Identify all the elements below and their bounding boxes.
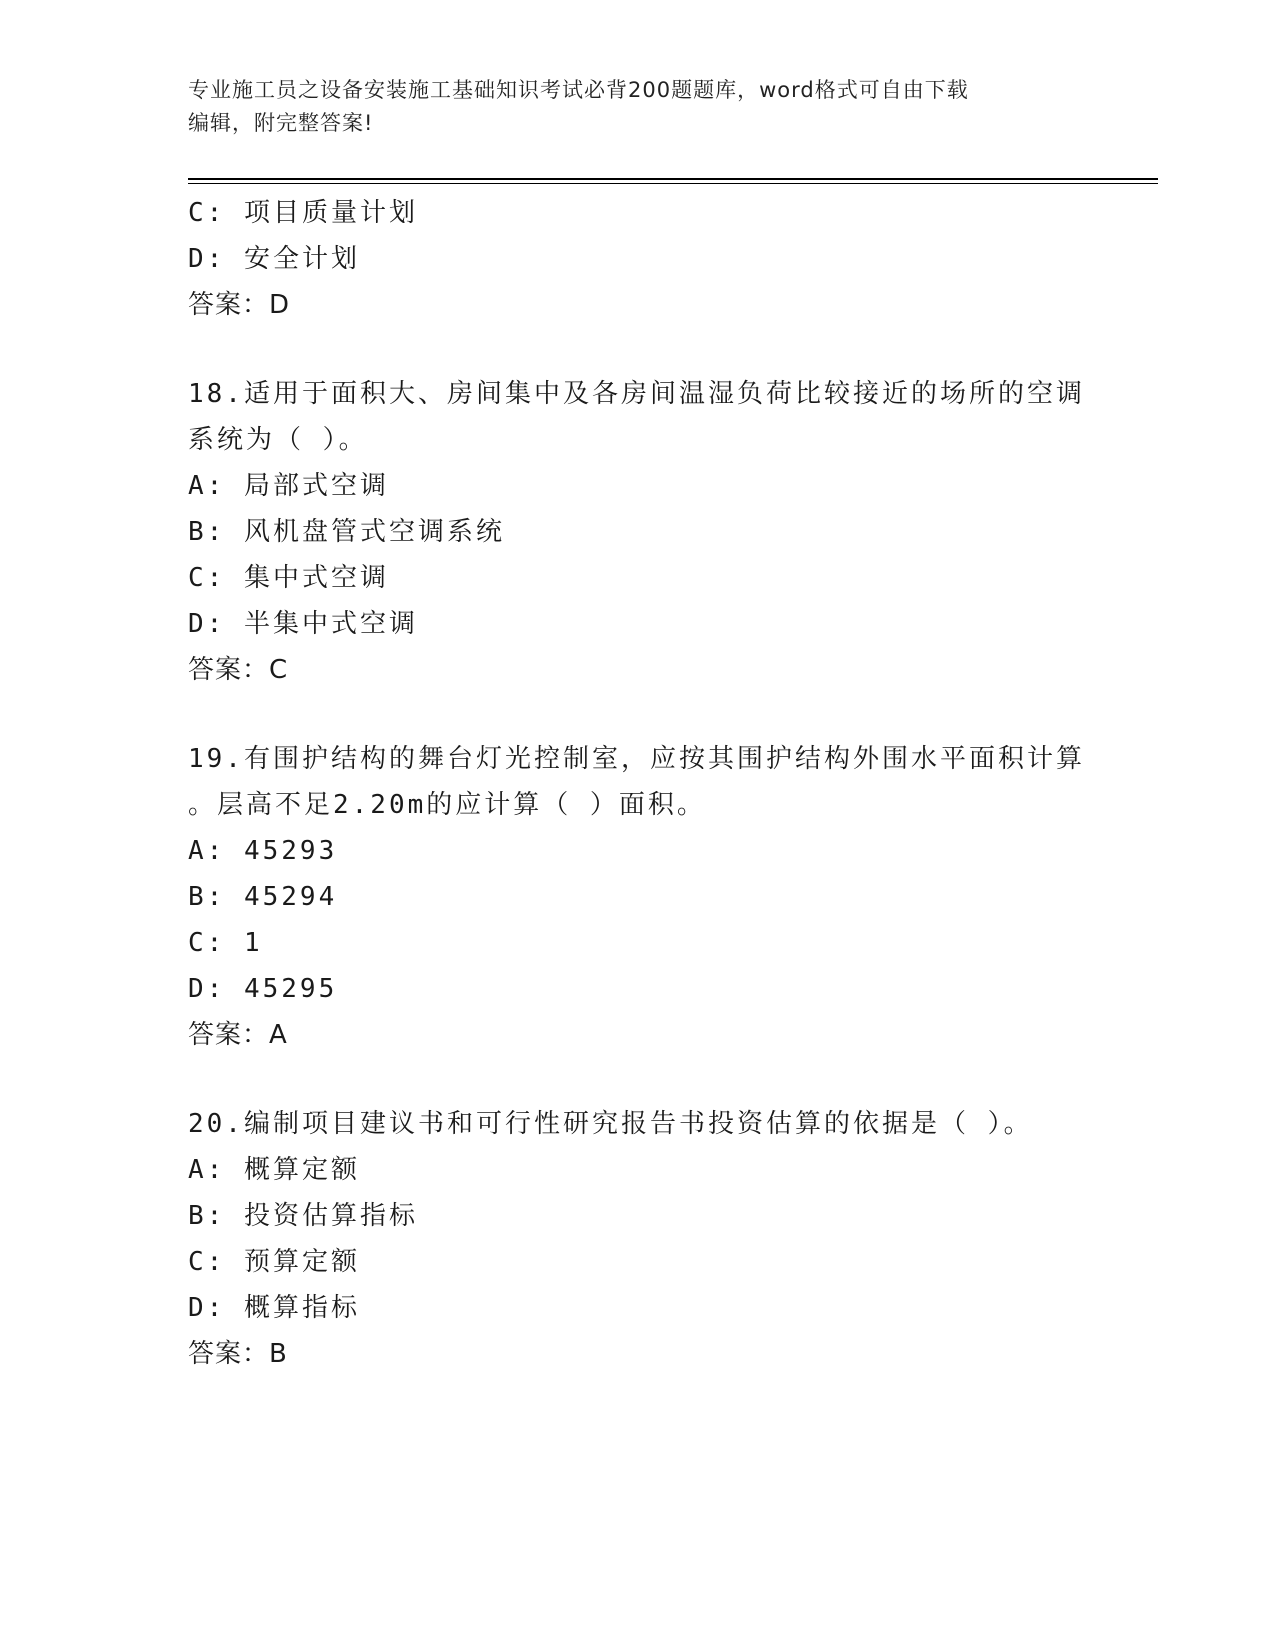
q19-option-b: B: 45294 <box>188 882 338 912</box>
document-header <box>188 74 1088 140</box>
question-content <box>188 190 1088 1377</box>
question-19 <box>188 736 1088 1058</box>
q19-stem-line-1: 19.有围护结构的舞台灯光控制室，应按其围护结构外围水平面积计算 <box>188 744 1085 774</box>
spacer <box>188 1058 1088 1101</box>
q17-option-c: C: 项目质量计划 <box>188 198 418 228</box>
q20-option-a: A: 概算定额 <box>188 1155 360 1185</box>
q18-option-a: A: 局部式空调 <box>188 471 389 501</box>
header-line-2: 编辑，附完整答案! <box>188 111 374 135</box>
q18-stem-line-2: 系统为（ ）。 <box>188 425 368 455</box>
q19-option-a: A: 45293 <box>188 836 338 866</box>
header-line-1: 专业施工员之设备安装施工基础知识考试必背200题题库，word格式可自由下载 <box>188 78 969 102</box>
spacer <box>188 693 1088 736</box>
q19-option-d: D: 45295 <box>188 974 338 1004</box>
q18-option-d: D: 半集中式空调 <box>188 609 418 639</box>
spacer <box>188 328 1088 371</box>
question-18 <box>188 371 1088 693</box>
q17-option-d: D: 安全计划 <box>188 244 360 274</box>
q19-answer: 答案：A <box>188 1020 288 1050</box>
header-rule-thick <box>188 178 1158 180</box>
question-17-fragment <box>188 190 1088 328</box>
q20-answer: 答案：B <box>188 1339 288 1369</box>
q20-option-c: C: 预算定额 <box>188 1247 360 1277</box>
q17-answer: 答案：D <box>188 290 291 320</box>
q18-option-b: B: 风机盘管式空调系统 <box>188 517 505 547</box>
q20-stem-line-1: 20.编制项目建议书和可行性研究报告书投资估算的依据是（ ）。 <box>188 1109 1033 1139</box>
q18-stem-line-1: 18.适用于面积大、房间集中及各房间温湿负荷比较接近的场所的空调 <box>188 379 1085 409</box>
q19-option-c: C: 1 <box>188 928 263 958</box>
q18-answer: 答案：C <box>188 655 289 685</box>
header-rule-thin <box>188 183 1158 184</box>
question-20 <box>188 1101 1088 1377</box>
q20-option-d: D: 概算指标 <box>188 1293 360 1323</box>
q18-option-c: C: 集中式空调 <box>188 563 389 593</box>
q19-stem-line-2: 。层高不足2.20m的应计算（ ）面积。 <box>188 790 706 820</box>
q20-option-b: B: 投资估算指标 <box>188 1201 418 1231</box>
